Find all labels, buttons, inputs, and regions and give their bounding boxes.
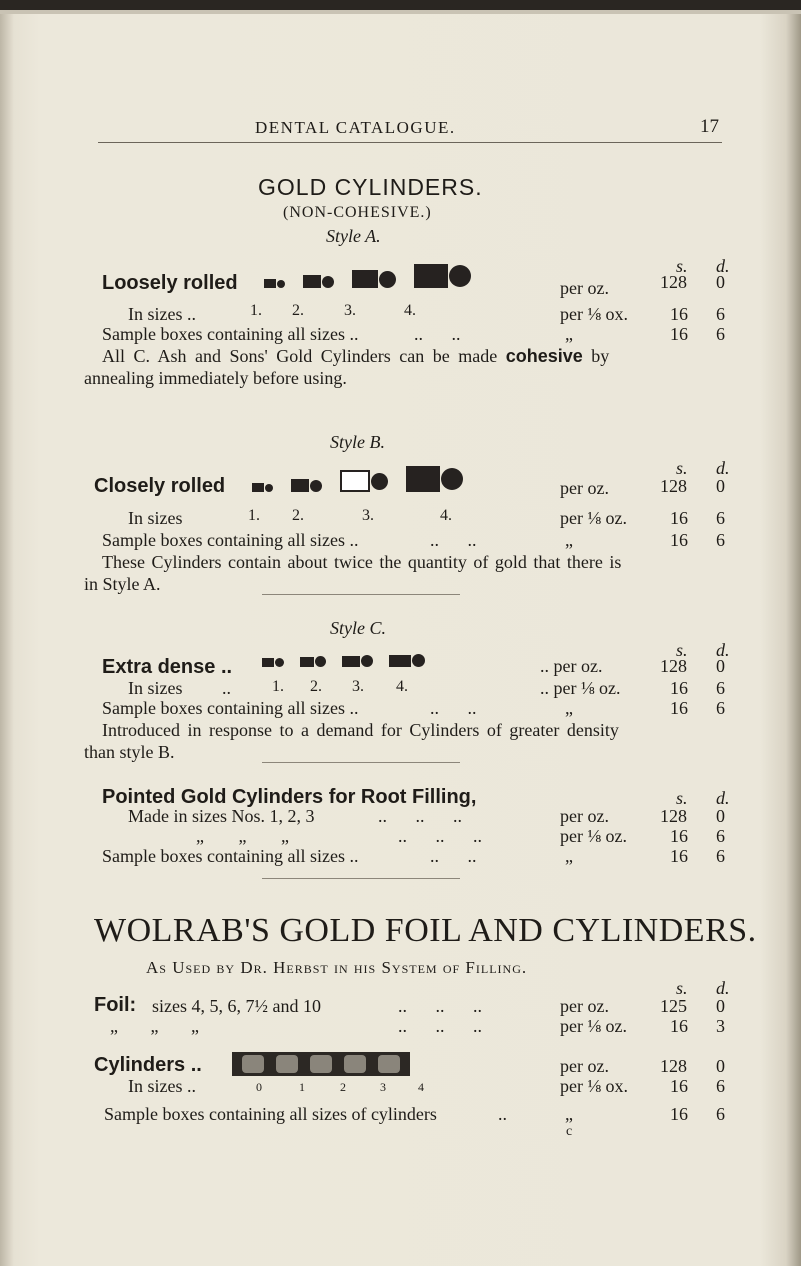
style-c-sample-unit: „ [565,698,573,718]
cylinder-size-4-icon [389,654,425,667]
style-b-rule [262,594,460,595]
wolrab-cyl-s: 128 [660,1056,687,1076]
cylinder-size-3-icon [340,470,388,492]
style-c-note-line2: than style B. [84,742,175,762]
style-a-main-s: 128 [660,272,687,292]
cylinder-size-4-icon [406,466,463,492]
pointed-row2-text: „ „ „ [196,826,289,846]
pointed-label: Pointed Gold Cylinders for Root Filling, [102,786,477,808]
cylinder-size-1-icon [252,483,273,492]
scan-edge-shadow [0,10,801,14]
pointed-sample-s: 16 [670,846,688,866]
style-a-sample-s: 16 [670,324,688,344]
style-c-col-d: d. [716,640,730,660]
cylinder-size-4-icon [414,264,471,288]
wolrab-subtitle: As Used by Dr. Herbst in his System of Filling. [146,958,528,977]
pointed-sample-d: 6 [716,846,725,866]
wolrab-size-3: 3 [380,1080,386,1094]
style-c-sizes-unit: .. per ⅛ oz. [540,678,621,698]
style-c-sizes-text: In sizes [128,678,183,698]
style-c-rule [262,762,460,763]
wolrab-size-4: 4 [418,1080,424,1094]
pointed-row2-s: 16 [670,826,688,846]
scan-edge-top [0,0,801,10]
pointed-col-s: s. [676,788,688,808]
style-c-sample-dots: .. .. [430,698,477,718]
foil-text: sizes 4, 5, 6, 7½ and 10 [152,996,321,1016]
style-b-size-1: 1. [248,507,260,524]
style-b-main-d: 0 [716,476,725,496]
wolrab-cylinders-image [232,1052,410,1076]
cylinder-size-2-icon [300,656,326,667]
style-b-note-line1: These Cylinders contain about twice the quantity of gold that there is [102,552,622,572]
style-a-sample-dots: .. .. [414,324,461,344]
style-a-note [102,346,609,367]
style-a-sample-unit: „ [565,324,573,344]
style-b-sample-text: Sample boxes containing all sizes .. [102,530,359,550]
running-header: DENTAL CATALOGUE. [255,118,456,137]
style-c-label: Extra dense .. [102,656,233,678]
style-c-sizes-d: 6 [716,678,725,698]
wolrab-sample-d: 6 [716,1104,725,1124]
style-a-main-unit: per oz. [560,278,609,298]
style-a-note-end: by [591,346,610,366]
style-a-cylinder-icons [264,264,471,288]
style-b-sample-dots: .. .. [430,530,477,550]
style-c-size-4: 4. [396,678,408,695]
style-b-sample-d: 6 [716,530,725,550]
style-c-main-s: 128 [660,656,687,676]
style-c-col-s: s. [676,640,688,660]
cylinder-size-2-icon [291,479,322,492]
foil2-unit: per ⅛ oz. [560,1016,627,1036]
style-c-size-1: 1. [272,678,284,695]
wolrab-sizes-s: 16 [670,1076,688,1096]
style-c-sample-s: 16 [670,698,688,718]
style-c-cylinder-icons [262,654,425,667]
style-c-sample-d: 6 [716,698,725,718]
style-b-sample-s: 16 [670,530,688,550]
wolrab-title: WOLRAB'S GOLD FOIL AND CYLINDERS. [94,912,757,949]
style-c-main-d: 0 [716,656,725,676]
wolrab-cylinder-2-icon [310,1055,332,1073]
style-c-sample-text: Sample boxes containing all sizes .. [102,698,359,718]
style-a-size-3: 3. [344,302,356,319]
style-b-col-d: d. [716,458,730,478]
style-c-size-3: 3. [352,678,364,695]
cylinder-size-1-icon [262,658,284,667]
style-c-note-line1: Introduced in response to a demand for Cylinders of greater density [102,720,619,740]
wolrab-cyl-unit: per oz. [560,1056,609,1076]
pointed-row1-unit: per oz. [560,806,609,826]
page-signature-mark: c [566,1124,573,1139]
wolrab-cyl-d: 0 [716,1056,725,1076]
foil2-dots: .. .. .. [398,1016,482,1036]
style-c-sizes-dots: .. [222,678,231,698]
wolrab-sizes-text: In sizes .. [128,1076,196,1096]
style-a-heading: Style A. [326,226,381,246]
wolrab-sample-unit: „ [565,1104,573,1124]
style-a-col-d: d. [716,256,730,276]
wolrab-sample-s: 16 [670,1104,688,1124]
style-b-cylinder-icons [252,466,463,492]
style-b-size-4: 4. [440,507,452,524]
pointed-sample-dots: .. .. [430,846,477,866]
style-b-sizes-d: 6 [716,508,725,528]
style-a-main-d: 0 [716,272,725,292]
pointed-row1-d: 0 [716,806,725,826]
style-b-main-unit: per oz. [560,478,609,498]
style-a-label: Loosely rolled [102,272,238,294]
pointed-row1-dots: .. .. .. [378,806,462,826]
style-a-size-1: 1. [250,302,262,319]
style-a-col-s: s. [676,256,688,276]
wolrab-sizes-d: 6 [716,1076,725,1096]
header-rule [98,142,722,143]
style-c-size-2: 2. [310,678,322,695]
foil-s: 125 [660,996,687,1016]
wolrab-size-0: 0 [256,1080,262,1094]
cylinder-size-3-icon [352,270,396,288]
foil-unit: per oz. [560,996,609,1016]
cylinder-size-2-icon [303,275,334,288]
pointed-sample-text: Sample boxes containing all sizes .. [102,846,359,866]
wolrab-cylinder-0-icon [242,1055,264,1073]
cylinder-size-1-icon [264,279,285,288]
wolrab-sample-dots: .. [498,1104,507,1124]
style-c-main-unit: .. per oz. [540,656,603,676]
style-a-row1-d: 6 [716,304,725,324]
style-b-note-line2: in Style A. [84,574,161,594]
wolrab-sample-text: Sample boxes containing all sizes of cylinders [104,1104,437,1124]
foil-dots: .. .. .. [398,996,482,1016]
pointed-row2-unit: per ⅛ oz. [560,826,627,846]
style-c-heading: Style C. [330,618,386,638]
style-a-row1-s: 16 [670,304,688,324]
style-b-heading: Style B. [330,432,385,452]
pointed-row2-dots: .. .. .. [398,826,482,846]
style-a-note-line2: annealing immediately before using. [84,368,347,388]
foil2-s: 16 [670,1016,688,1036]
section-title: GOLD CYLINDERS. [258,174,483,200]
style-a-note-line1: All C. Ash and Sons' Gold Cylinders can be made [102,346,498,366]
foil-label: Foil: [94,994,137,1016]
style-a-sample-text: Sample boxes containing all sizes .. [102,324,359,344]
wolrab-cylinder-3-icon [344,1055,366,1073]
style-b-sizes-s: 16 [670,508,688,528]
style-b-size-3: 3. [362,507,374,524]
wolrab-col-s: s. [676,978,688,998]
pointed-rule [262,878,460,879]
wolrab-size-1: 1 [299,1080,305,1094]
pointed-row1-s: 128 [660,806,687,826]
foil-d: 0 [716,996,725,1016]
foil2-d: 3 [716,1016,725,1036]
foil2-text: „ „ „ [110,1016,199,1036]
pointed-sample-unit: „ [565,846,573,866]
style-b-size-2: 2. [292,507,304,524]
style-b-sizes-unit: per ⅛ oz. [560,508,627,528]
style-b-main-s: 128 [660,476,687,496]
page-number: 17 [700,116,719,137]
style-a-note-bold: cohesive [505,346,583,366]
pointed-row2-d: 6 [716,826,725,846]
pointed-row1-text: Made in sizes Nos. 1, 2, 3 [128,806,315,826]
wolrab-sizes-unit: per ⅛ ox. [560,1076,628,1096]
section-subtitle: (NON-COHESIVE.) [283,204,432,221]
wolrab-cylinder-1-icon [276,1055,298,1073]
cylinder-size-3-icon [342,655,373,667]
pointed-col-d: d. [716,788,730,808]
style-a-size-4: 4. [404,302,416,319]
style-b-sizes-text: In sizes [128,508,183,528]
style-b-sample-unit: „ [565,530,573,550]
wolrab-cylinders-label: Cylinders .. [94,1054,202,1076]
style-b-col-s: s. [676,458,688,478]
style-c-sizes-s: 16 [670,678,688,698]
wolrab-cylinder-4-icon [378,1055,400,1073]
style-a-row1-unit: per ⅛ ox. [560,304,628,324]
style-a-size-2: 2. [292,302,304,319]
wolrab-col-d: d. [716,978,730,998]
wolrab-size-2: 2 [340,1080,346,1094]
style-b-label: Closely rolled [94,475,226,497]
style-a-sizes-text: In sizes .. [128,304,196,324]
style-a-sample-d: 6 [716,324,725,344]
